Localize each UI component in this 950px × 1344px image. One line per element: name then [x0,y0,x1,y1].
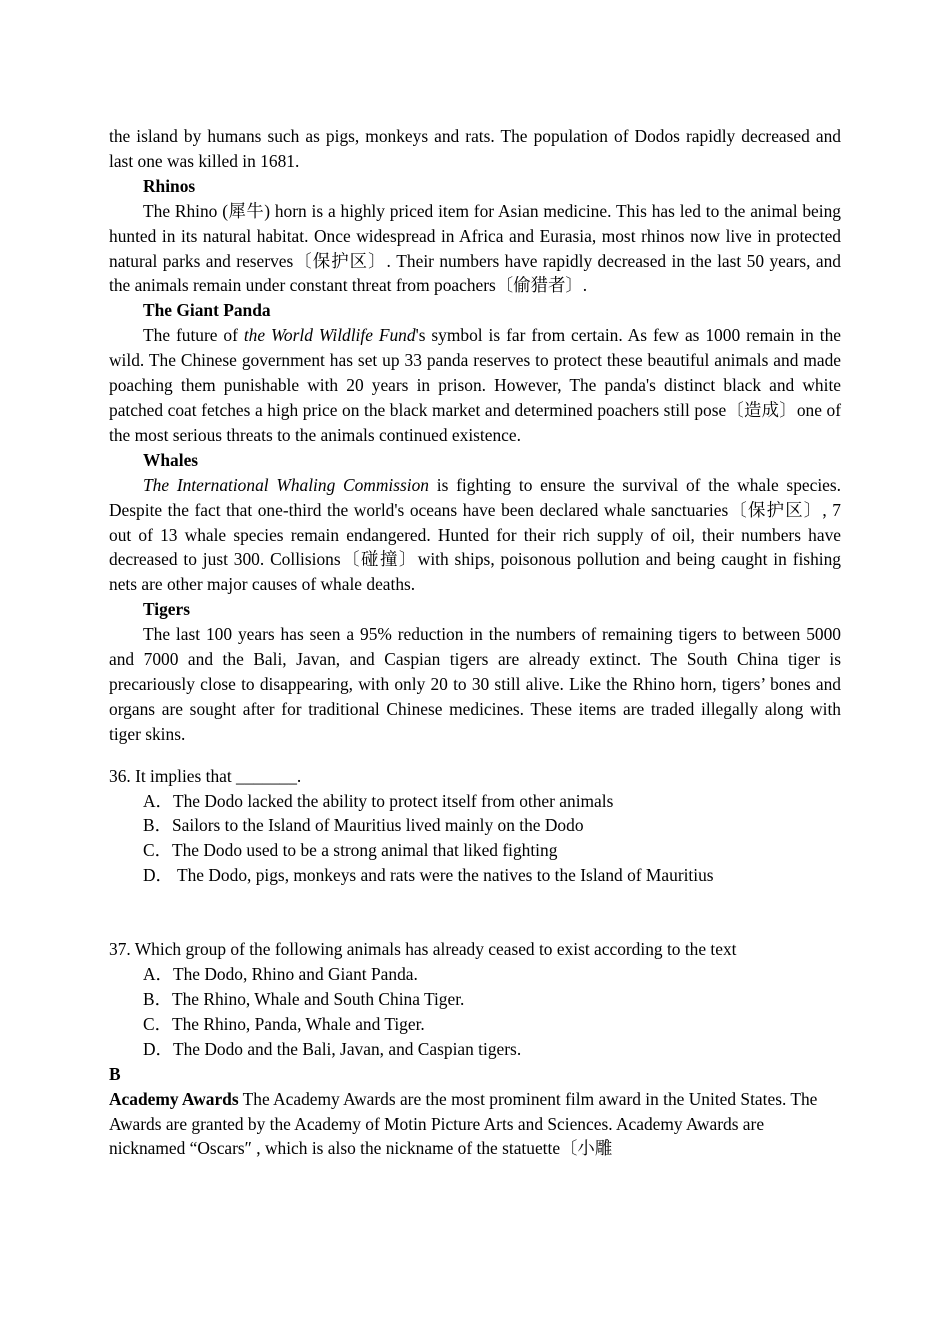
question-37-stem: 37. Which group of the following animals has already ceased to exist according to the text [109,939,737,960]
iwc-name: The International Whaling Commission [143,474,429,495]
panda-paragraph [109,323,841,448]
question-37-option-b: B．The Rhino, Whale and South China Tiger. [143,989,465,1009]
section-b-paragraph [109,1087,841,1162]
question-36-option-d: D． The Dodo, pigs, monkeys and rats were the natives to the Island of Mauritius [143,865,714,886]
question-36-option-b: B．Sailors to the Island of Mauritius lived mainly on the Dodo [143,815,584,836]
panda-text-pre: The future of [143,325,244,346]
tigers-paragraph: The last 100 years has seen a 95% reduction in the numbers of remaining tigers to between 5000 and 7000 and the Bali, Javan, and Caspian tigers are already extinct. The South China tiger is precariously close to disappearing, with only 20 to 30 still alive. Like the Rhino horn, tigers’ bones and organs are sought after for traditional Chinese medicines. These items are traded illegally along with tiger skins. [109,624,841,744]
whales-paragraph [109,473,841,598]
document-page [109,124,841,1161]
panda-text-post: 's symbol is far from certain. As few as 1000 remain in the wild. The Chinese government has set up 33 panda reserves to protect these beautiful animals and made poaching them punishable with 20 years in prison. However, The panda's distinct black and white patched coat fetches a high price on the black market and determined poachers still pose〔造成〕one of the most serious threats to the animals continued existence. [109,325,841,445]
dodo-paragraph-tail: the island by humans such as pigs, monkeys and rats. The population of Dodos rapidly decreased and last one was killed in 1681. [109,126,841,171]
section-b-label: B [109,1063,121,1084]
tigers-heading: Tigers [143,599,191,620]
rhinos-heading: Rhinos [143,175,196,196]
question-37-option-a: A．The Dodo, Rhino and Giant Panda. [143,964,418,985]
academy-awards-title: Academy Awards [109,1088,239,1109]
question-37-option-d: D．The Dodo and the Bali, Javan, and Caspian tigers. [143,1038,522,1059]
whales-text-post: is fighting to ensure the survival of the whale species. Despite the fact that one-third the world's oceans have been declared whale sanctuaries〔保护区〕, 7 out of 13 whale species remain endangered. Hunted for their rich supply of oil, their numbers have decreased to just 300. Collisions〔碰撞〕with ships, poisonous pollution and being caught in fishing nets are other major causes of whale deaths. [109,474,841,595]
academy-awards-text: The Academy Awards are the most prominent film award in the United States. The Awards are granted by the Academy of Motin Picture Arts and Sciences. Academy Awards are nicknamed “Oscars″ , which is also the nickname of the statuette〔小雕 [109,1088,818,1159]
question-36-stem: 36. It implies that _______. [109,765,302,786]
rhinos-paragraph: The Rhino (犀牛) horn is a highly priced item for Asian medicine. This has led to the animal being hunted in its natural habitat. Once widespread in Africa and Eurasia, most rhinos now live in protected natural parks and reserves〔保护区〕. Their numbers have rapidly decreased in the last 50 years, and the animals remain under constant threat from poachers〔偷猎者〕. [109,200,841,296]
question-36-option-a: A．The Dodo lacked the ability to protect itself from other animals [143,790,614,811]
panda-heading: The Giant Panda [143,300,271,321]
question-37-option-c: C．The Rhino, Panda, Whale and Tiger. [143,1013,425,1034]
question-36-option-c: C．The Dodo used to be a strong animal that liked fighting [143,840,558,861]
wwf-name: the World Wildlife Fund [243,325,416,346]
whales-heading: Whales [143,449,199,470]
